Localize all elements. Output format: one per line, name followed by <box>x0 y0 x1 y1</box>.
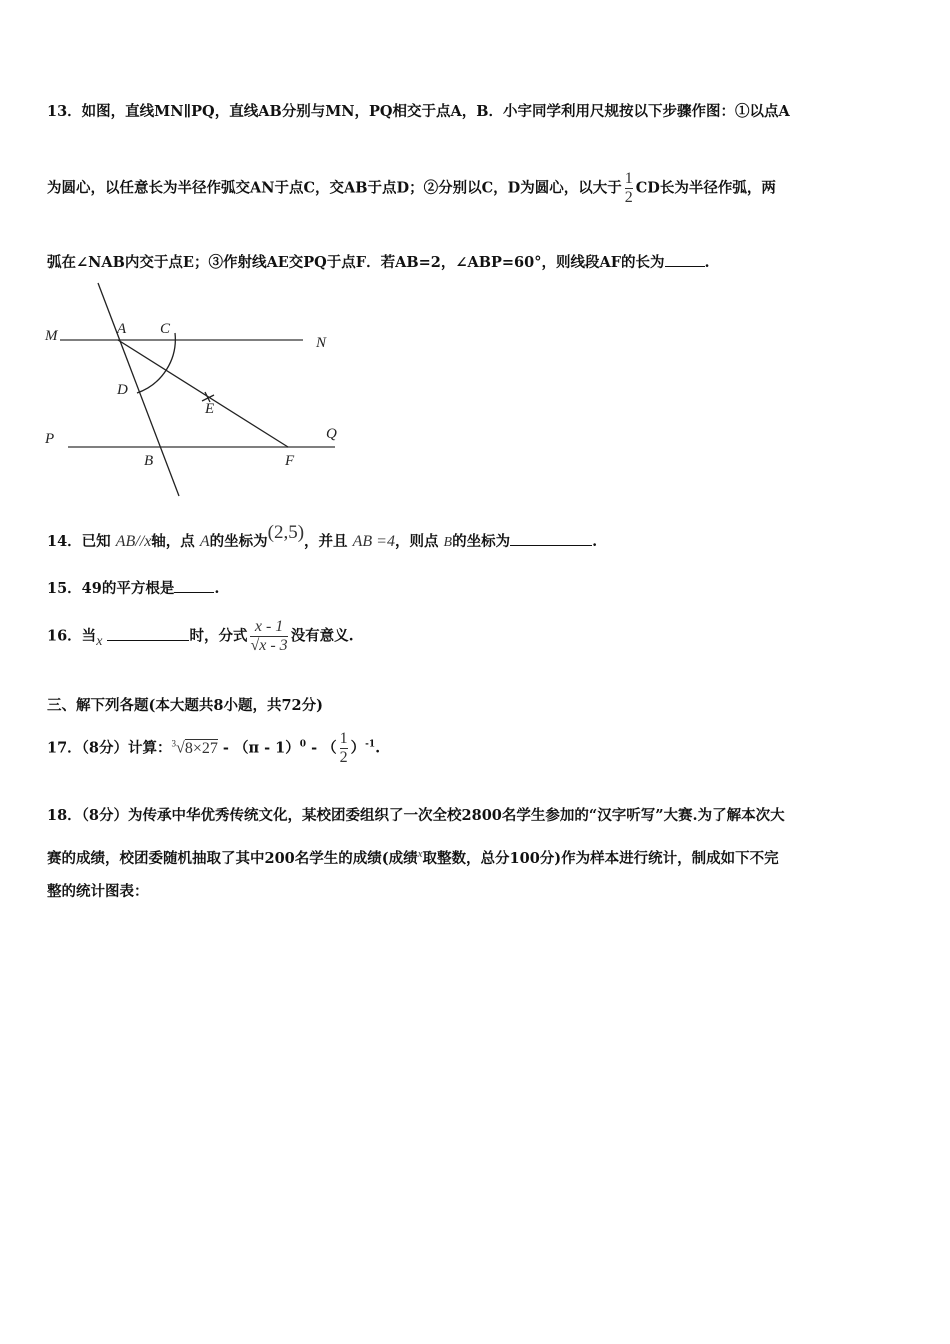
radicand: 8×27 <box>184 739 218 757</box>
q18-line2-part2: 取整数，总分100分)作为样本进行统计，制成如下不完 <box>422 849 779 867</box>
frac-numerator: 1 <box>339 730 348 747</box>
sqrt-icon: √ <box>250 637 260 654</box>
q13-line2-part2: CD长为半径作弧，两 <box>635 179 776 197</box>
q17-text2: - （ <box>306 739 337 757</box>
label-m: M <box>45 328 58 344</box>
label-e: E <box>205 401 215 417</box>
ray-ae <box>118 340 288 447</box>
q17-fraction <box>340 730 348 767</box>
math-ab-parallel-x: AB//x <box>115 533 152 550</box>
q16 <box>47 618 354 655</box>
q14-prefix: 14．已知 <box>47 533 111 550</box>
math-x: x <box>96 633 103 649</box>
frac-numerator: x - 1 <box>254 618 284 635</box>
math-b: B <box>443 535 453 550</box>
q16-text1: 时，分式 <box>189 627 248 645</box>
q14-text4: ，则点 <box>394 533 439 550</box>
q13-line1: 13．如图，直线MN∥PQ，直线AB分别与MN，PQ相交于点A，B．小宇同学利用尺规按以下步骤作图：①以点A <box>47 103 790 120</box>
period: . <box>592 533 598 550</box>
q13-line3-text: 弧在∠NAB内交于点E；③作射线AE交PQ于点F．若AB=2，∠ABP=60°，则线段AF的长为 <box>47 254 665 271</box>
q17-prefix: 17．（8分）计算： <box>47 739 172 757</box>
q15-text: 15．49的平方根是 <box>47 580 175 597</box>
root-index: 3 <box>171 738 177 749</box>
q14-text5: 的坐标为 <box>452 533 511 550</box>
frac-denominator <box>250 636 287 655</box>
arc-cd <box>137 333 175 393</box>
math-a: A <box>199 533 210 550</box>
q14-text3: ，并且 <box>304 533 348 550</box>
label-b: B <box>144 453 154 469</box>
label-f: F <box>285 453 295 469</box>
q18-line2-part1: 赛的成绩，校团委随机抽取了其中200名学生的成绩(成绩 <box>47 849 418 867</box>
sqrt-icon: √ <box>176 739 185 757</box>
q14-text2: 的坐标为 <box>209 533 268 550</box>
q14-text1: 轴，点 <box>151 533 195 550</box>
period: . <box>214 580 220 597</box>
q14 <box>47 522 598 553</box>
math-x: x <box>417 848 423 860</box>
radicand: x - 3 <box>259 637 288 654</box>
label-a: A <box>117 321 127 337</box>
geometry-figure <box>0 0 380 510</box>
frac-denominator: 2 <box>624 189 633 206</box>
answer-blank <box>510 531 592 546</box>
q18-line2 <box>47 844 779 869</box>
q18-line3: 整的统计图表： <box>47 883 149 900</box>
answer-blank <box>174 578 214 593</box>
section-3-title: 三、解下列各题(本大题共8小题，共72分) <box>47 697 323 714</box>
answer-blank <box>107 626 189 641</box>
label-c: C <box>160 321 171 337</box>
label-p: P <box>45 431 55 447</box>
exponent-0: 0 <box>299 739 307 750</box>
period: . <box>704 254 710 271</box>
q18-line1: 18．（8分）为传承中华优秀传统文化，某校团委组织了一次全校2800名学生参加的“汉字听写”大赛.为了解本次大 <box>47 807 785 824</box>
math-coordinate: (2,5) <box>267 522 305 543</box>
q17-text1: - （π - 1） <box>217 739 300 757</box>
line-ab <box>98 283 179 496</box>
q16-text2: 没有意义. <box>290 627 354 645</box>
q16-prefix: 16．当 <box>47 627 97 645</box>
label-d: D <box>117 382 128 398</box>
exponent-neg1: -1 <box>365 739 376 750</box>
frac-numerator: 1 <box>624 170 633 187</box>
answer-blank <box>665 252 705 267</box>
q13-fraction <box>625 170 633 207</box>
label-n: N <box>316 335 327 351</box>
q15 <box>47 578 219 599</box>
math-ab-eq-4: AB =4 <box>352 533 395 550</box>
label-q: Q <box>326 426 337 442</box>
q13-line2-part1: 为圆心，以任意长为半径作弧交AN于点C，交AB于点D；②分别以C，D为圆心，以大于 <box>47 179 622 197</box>
q17-text3: ） <box>350 739 366 757</box>
frac-denominator: 2 <box>339 749 348 766</box>
q17 <box>47 730 380 767</box>
period: . <box>375 739 381 757</box>
q16-fraction <box>250 618 287 655</box>
